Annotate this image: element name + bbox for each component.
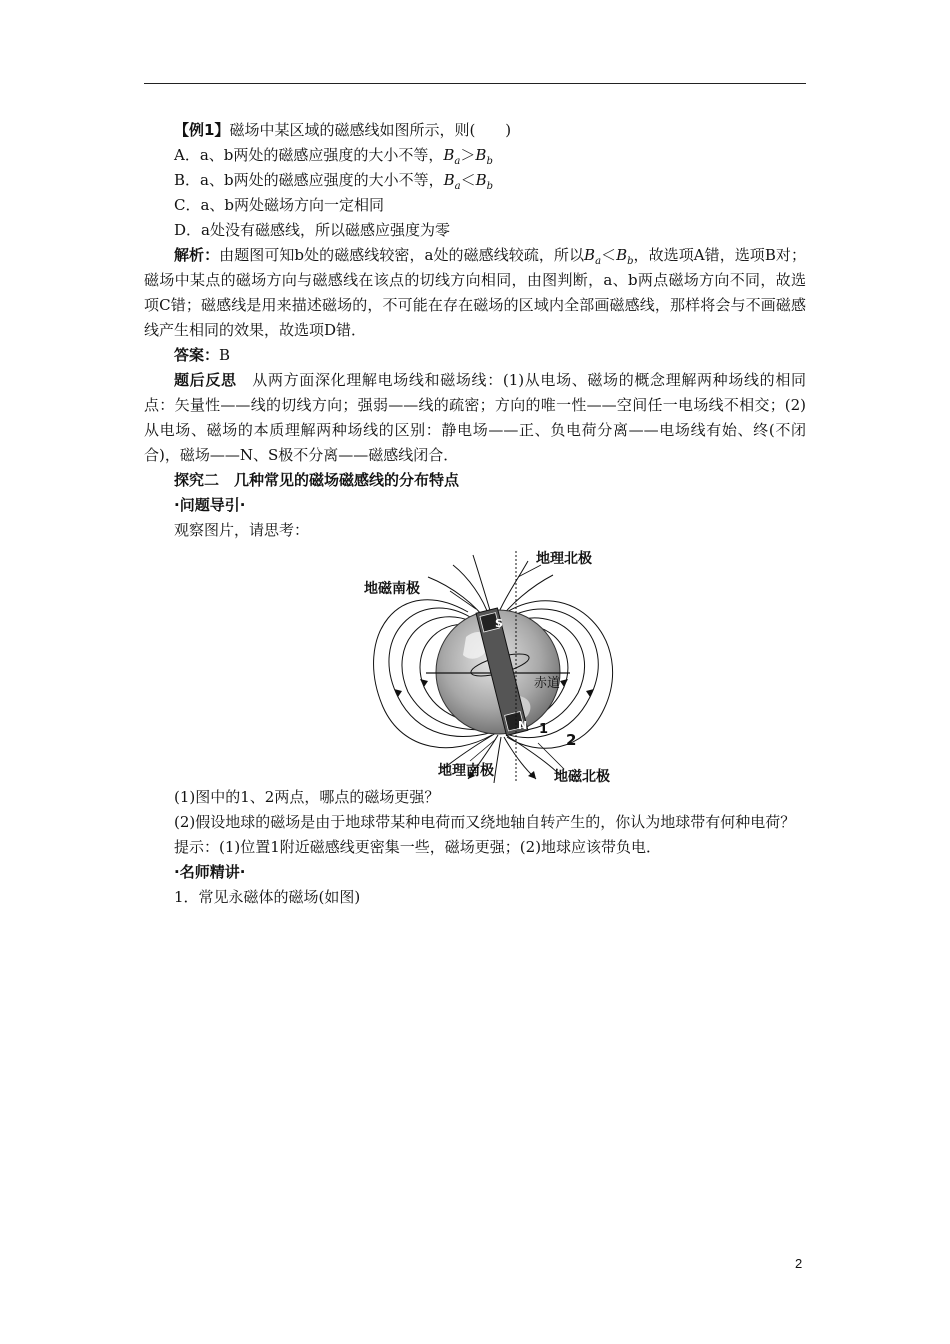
option-a-b1: B xyxy=(443,146,455,164)
label-geo-north: 地理北极 xyxy=(536,551,592,567)
reflection-text: 从两方面深化理解电场线和磁场线：(1)从电场、磁场的概念理解两种场线的相同点：矢量性——线的切线方向；强弱——线的疏密；方向的唯一性——空间任一电场线不相交；(2)从电场、磁场的本质理解两种场线的区别：静电场——正、负电荷分离——电场线有始、终(不闭合)，磁场——N、S极不分离——磁感线闭合． xyxy=(144,371,806,464)
solution-b1: B xyxy=(584,246,596,264)
guide-label: ·问题导引· xyxy=(174,496,246,514)
solution-part1: 由题图可知b处的磁感线较密，a处的磁感线较疏，所以 xyxy=(219,246,585,264)
option-c-text: a、b两处磁场方向一定相同 xyxy=(200,196,385,214)
solution-part2: ，故选项A错，选项B对；磁场中某点的磁场方向与磁感线在该点的切线方向相同，由图判断，a、b两点磁场方向不同，故选项C错；磁感线是用来描述磁场的，不可能在存在磁场的区域内全部画磁感线，那样将会与不画磁感线产生相同的效果，故选项D错． xyxy=(144,246,806,339)
label-mag-south: 地磁南极 xyxy=(364,581,420,597)
header-rule xyxy=(144,83,806,84)
label-equator: 赤道 xyxy=(534,676,561,691)
option-a-sub2: b xyxy=(486,156,493,167)
option-b-b2: B xyxy=(475,171,487,189)
option-d-prefix: D． xyxy=(174,221,202,239)
option-a-text: a、b两处的磁感应强度的大小不等， xyxy=(199,146,444,164)
hint: 提示：(1)位置1附近磁感线更密集一些，磁场更强；(2)地球应该带负电． xyxy=(174,838,662,856)
question-2: (2)假设地球的磁场是由于地球带某种电荷而又绕地轴自转产生的，你认为地球带有何种电荷？ xyxy=(174,813,796,831)
point-2-label: 2 xyxy=(566,731,577,749)
question-1: (1)图中的1、2两点，哪点的磁场更强？ xyxy=(174,788,440,806)
answer xyxy=(144,343,806,368)
example-stem-text: 磁场中某区域的磁感线如图所示，则( ) xyxy=(229,121,512,139)
lecture-label: ·名师精讲· xyxy=(174,863,246,881)
label-mag-north: 地磁北极 xyxy=(554,769,610,785)
page-number: 2 xyxy=(795,1256,803,1271)
point-1-label: 1 xyxy=(539,722,549,737)
option-d-text: a处没有磁感线，所以磁感应强度为零 xyxy=(201,221,450,239)
reflection-label: 题后反思 xyxy=(174,371,237,389)
option-a-sub1: a xyxy=(454,156,461,167)
answer-value: B xyxy=(219,346,231,364)
option-b-prefix: B． xyxy=(174,171,201,189)
magnet-n-label: N xyxy=(518,719,528,732)
observe-text: 观察图片，请思考： xyxy=(174,521,310,539)
reflection xyxy=(144,368,806,468)
solution-label: 解析： xyxy=(174,246,220,264)
section2-title: 探究二 几种常见的磁场磁感线的分布特点 xyxy=(174,471,460,489)
solution-b2: B xyxy=(616,246,628,264)
label-geo-south: 地理南极 xyxy=(438,763,494,779)
option-b xyxy=(144,168,806,193)
lecture-item-1: 1．常见永磁体的磁场(如图) xyxy=(174,888,361,906)
option-a-relation: ＞ xyxy=(460,146,476,164)
solution-sub2: b xyxy=(627,256,634,267)
option-c xyxy=(144,193,806,218)
option-a-b2: B xyxy=(475,146,487,164)
solution-relation: ＜ xyxy=(601,246,617,264)
earth-magnetic-field-diagram xyxy=(358,547,628,785)
option-c-prefix: C． xyxy=(174,196,201,214)
option-b-relation: ＜ xyxy=(460,171,476,189)
option-a xyxy=(144,143,806,168)
solution-sub1: a xyxy=(595,256,602,267)
example-stem xyxy=(144,118,806,143)
content-body xyxy=(144,118,806,910)
option-b-b1: B xyxy=(443,171,455,189)
magnet-s-label: S xyxy=(495,617,503,630)
example-heading: 【例1】 xyxy=(174,121,230,139)
earth-magnetic-field-figure xyxy=(144,547,806,785)
option-b-text: a、b两处的磁感应强度的大小不等， xyxy=(200,171,444,189)
option-b-sub1: a xyxy=(454,181,461,192)
leader-mag-south xyxy=(450,591,476,609)
solution xyxy=(144,243,806,343)
option-a-prefix: A． xyxy=(174,146,200,164)
option-b-sub2: b xyxy=(486,181,494,192)
option-d xyxy=(144,218,806,243)
answer-label: 答案： xyxy=(174,346,220,364)
